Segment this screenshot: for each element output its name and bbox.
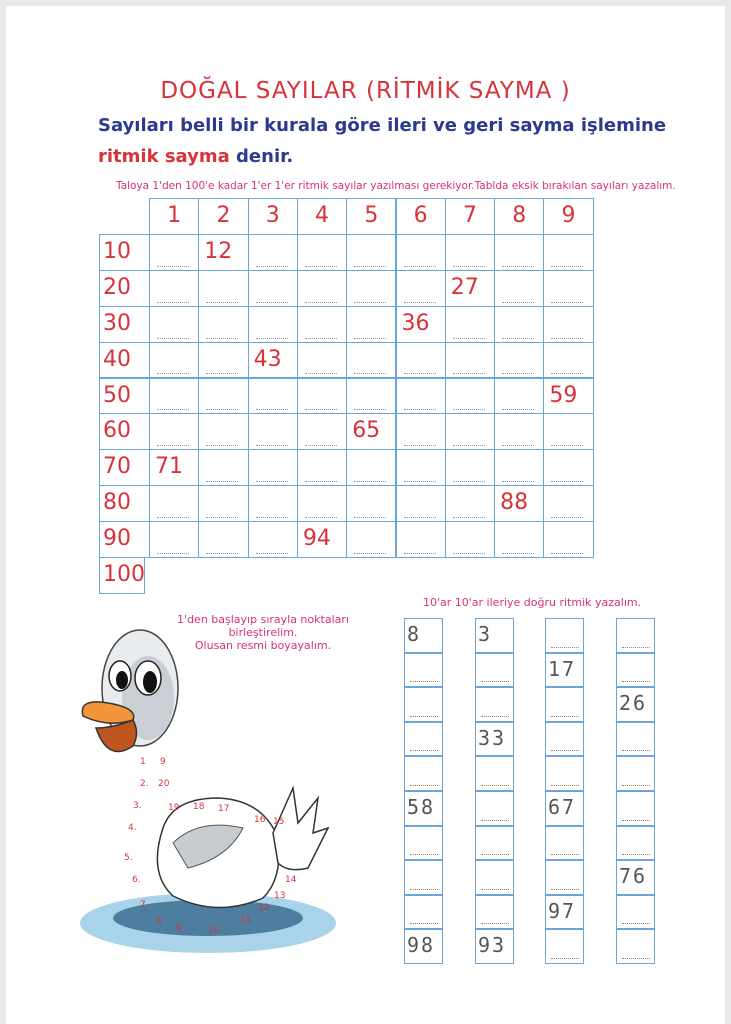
answer-dotted-line <box>502 373 534 374</box>
table-cell-filled: 71 <box>149 449 199 486</box>
answer-dotted-line <box>551 716 579 717</box>
table-cell-blank[interactable] <box>198 413 248 450</box>
answer-dotted-line <box>206 373 238 374</box>
answer-dotted-line <box>354 553 386 554</box>
column-cell-filled: 33 <box>475 722 514 757</box>
answer-dotted-line <box>354 302 386 303</box>
duck-instruction-line-2: Olusan resmi boyayalım. <box>194 639 332 652</box>
definition-end: denir. <box>236 146 294 167</box>
table-cell-filled: 94 <box>297 521 347 558</box>
table-cell-blank[interactable] <box>396 270 446 307</box>
table-cell-blank[interactable] <box>198 485 248 522</box>
table-cell-blank[interactable] <box>297 234 347 271</box>
answer-dotted-line <box>354 373 386 374</box>
definition-line-1: Sayıları belli bir kurala göre ileri ve geri sayma işlemine <box>98 115 667 136</box>
table-cell-blank[interactable] <box>543 306 593 343</box>
dot-1: 1 <box>140 757 146 767</box>
dot-11: 11 <box>240 915 252 925</box>
answer-dotted-line <box>157 553 189 554</box>
answer-dotted-line <box>305 409 337 410</box>
column-cell-blank[interactable] <box>475 653 514 688</box>
answer-dotted-line <box>354 338 386 339</box>
answer-dotted-line <box>354 409 386 410</box>
answer-dotted-line <box>622 681 650 682</box>
answer-dotted-line <box>206 445 238 446</box>
answer-dotted-line <box>551 517 583 518</box>
column-cell-filled: 98 <box>404 929 443 964</box>
duck-tail <box>273 788 328 870</box>
table-cell-blank[interactable] <box>297 485 347 522</box>
answer-dotted-line <box>157 409 189 410</box>
table-cell-blank[interactable] <box>149 413 199 450</box>
answer-dotted-line <box>410 716 438 717</box>
column-cell-blank[interactable] <box>616 722 655 757</box>
column-cell-blank[interactable] <box>616 791 655 826</box>
answer-dotted-line <box>481 681 509 682</box>
table-col-header: 6 <box>396 198 446 235</box>
table-cell-filled: 27 <box>445 270 495 307</box>
table-cell-blank[interactable] <box>149 378 199 415</box>
dot-17: 17 <box>218 804 230 814</box>
answer-dotted-line <box>354 517 386 518</box>
answer-dotted-line <box>256 553 288 554</box>
answer-dotted-line <box>256 266 288 267</box>
table-cell-blank[interactable] <box>543 485 593 522</box>
table-cell-filled: 43 <box>248 342 298 379</box>
answer-dotted-line <box>551 854 579 855</box>
table-cell-blank[interactable] <box>494 306 544 343</box>
table-cell-blank[interactable] <box>346 234 396 271</box>
table-cell-filled: 12 <box>198 234 248 271</box>
answer-dotted-line <box>305 266 337 267</box>
table-cell-blank[interactable] <box>248 413 298 450</box>
answer-dotted-line <box>453 266 485 267</box>
table-cell-blank[interactable] <box>248 449 298 486</box>
answer-dotted-line <box>551 302 583 303</box>
table-col-header: 4 <box>297 198 347 235</box>
answer-dotted-line <box>206 553 238 554</box>
table-cell-blank[interactable] <box>494 342 544 379</box>
answer-dotted-line <box>404 302 436 303</box>
table-row-label: 80 <box>99 485 150 522</box>
column-cell-blank[interactable] <box>475 756 514 791</box>
page-title: DOĞAL SAYILAR (RİTMİK SAYMA ) <box>160 78 571 104</box>
dot-13: 13 <box>274 891 286 901</box>
answer-dotted-line <box>305 302 337 303</box>
table-col-header: 2 <box>198 198 248 235</box>
answer-dotted-line <box>453 481 485 482</box>
table-cell-blank[interactable] <box>346 270 396 307</box>
dot-16: 16 <box>254 815 266 825</box>
answer-dotted-line <box>622 750 650 751</box>
answer-dotted-line <box>551 266 583 267</box>
table-cell-blank[interactable] <box>297 449 347 486</box>
answer-dotted-line <box>551 785 579 786</box>
answer-dotted-line <box>305 338 337 339</box>
column-cell-filled: 8 <box>404 618 443 653</box>
table-row-label: 40 <box>99 342 150 379</box>
answer-dotted-line <box>502 553 534 554</box>
duck-illustration <box>78 628 348 958</box>
answer-dotted-line <box>551 889 579 890</box>
table-cell-blank[interactable] <box>396 342 446 379</box>
column-cell-blank[interactable] <box>616 895 655 930</box>
answer-dotted-line <box>453 409 485 410</box>
answer-dotted-line <box>622 854 650 855</box>
answer-dotted-line <box>481 923 509 924</box>
answer-dotted-line <box>502 481 534 482</box>
answer-dotted-line <box>206 409 238 410</box>
table-instruction: Taloya 1'den 100'e kadar 1'er 1'er ritmik sayılar yazılması gerekiyor.Tablda eksik bırakılan sayıları yazalım. <box>116 180 676 192</box>
answer-dotted-line <box>305 445 337 446</box>
table-cell-blank[interactable] <box>494 234 544 271</box>
table-cell-blank[interactable] <box>149 306 199 343</box>
answer-dotted-line <box>404 445 436 446</box>
column-cell-filled: 97 <box>545 895 584 930</box>
answer-dotted-line <box>410 681 438 682</box>
answer-dotted-line <box>157 338 189 339</box>
answer-dotted-line <box>404 409 436 410</box>
table-cell-blank[interactable] <box>198 449 248 486</box>
table-cell-blank[interactable] <box>494 521 544 558</box>
table-cell-blank[interactable] <box>198 270 248 307</box>
table-cell-blank[interactable] <box>396 485 446 522</box>
table-cell-blank[interactable] <box>198 342 248 379</box>
table-cell-blank[interactable] <box>248 485 298 522</box>
answer-dotted-line <box>354 481 386 482</box>
answer-dotted-line <box>206 302 238 303</box>
table-row-label: 90 <box>99 521 150 558</box>
answer-dotted-line <box>404 481 436 482</box>
dot-15: 15 <box>273 817 285 827</box>
table-col-header: 5 <box>346 198 396 235</box>
table-row-label: 30 <box>99 306 150 343</box>
answer-dotted-line <box>551 750 579 751</box>
column-cell-blank[interactable] <box>616 929 655 964</box>
answer-dotted-line <box>453 373 485 374</box>
dot-5: 5. <box>124 853 133 863</box>
answer-dotted-line <box>481 854 509 855</box>
answer-dotted-line <box>206 338 238 339</box>
answer-dotted-line <box>305 517 337 518</box>
table-cell-blank[interactable] <box>396 413 446 450</box>
table-row-label: 50 <box>99 378 150 415</box>
table-cell-blank[interactable] <box>248 270 298 307</box>
table-cell-blank[interactable] <box>149 270 199 307</box>
column-cell-blank[interactable] <box>404 895 443 930</box>
answer-dotted-line <box>256 338 288 339</box>
table-cell-blank[interactable] <box>543 449 593 486</box>
dot-7: 7 <box>140 900 146 910</box>
dot-12: 12 <box>258 903 270 913</box>
answer-dotted-line <box>157 373 189 374</box>
table-col-header: 7 <box>445 198 495 235</box>
answer-dotted-line <box>622 923 650 924</box>
answer-dotted-line <box>551 445 583 446</box>
table-cell-blank[interactable] <box>396 521 446 558</box>
table-cell-blank[interactable] <box>198 521 248 558</box>
table-col-header: 8 <box>494 198 544 235</box>
dot-14: 14 <box>285 875 297 885</box>
definition-term: ritmik sayma <box>98 146 230 167</box>
table-cell-blank[interactable] <box>346 306 396 343</box>
answer-dotted-line <box>404 517 436 518</box>
table-cell-blank[interactable] <box>494 413 544 450</box>
answer-dotted-line <box>453 445 485 446</box>
column-cell-filled: 67 <box>545 791 584 826</box>
answer-dotted-line <box>481 785 509 786</box>
table-cell-blank[interactable] <box>543 342 593 379</box>
dot-9b: 9 <box>176 924 182 934</box>
answer-dotted-line <box>622 958 650 959</box>
table-cell-blank[interactable] <box>346 342 396 379</box>
table-cell-blank[interactable] <box>396 234 446 271</box>
answer-dotted-line <box>481 820 509 821</box>
answer-dotted-line <box>453 517 485 518</box>
table-cell-blank[interactable] <box>346 378 396 415</box>
table-cell-blank[interactable] <box>297 413 347 450</box>
answer-dotted-line <box>481 716 509 717</box>
table-cell-blank[interactable] <box>494 270 544 307</box>
table-row-label: 60 <box>99 413 150 450</box>
column-cell-blank[interactable] <box>404 756 443 791</box>
answer-dotted-line <box>551 958 579 959</box>
column-cell-blank[interactable] <box>475 687 514 722</box>
table-cell-blank[interactable] <box>346 485 396 522</box>
column-cell-blank[interactable] <box>616 618 655 653</box>
dot-6: 6. <box>132 875 141 885</box>
table-row-label: 70 <box>99 449 150 486</box>
answer-dotted-line <box>256 302 288 303</box>
column-cell-blank[interactable] <box>475 895 514 930</box>
table-cell-blank[interactable] <box>543 521 593 558</box>
answer-dotted-line <box>157 266 189 267</box>
table-cell-blank[interactable] <box>445 521 495 558</box>
table-cell-blank[interactable] <box>248 521 298 558</box>
answer-dotted-line <box>256 517 288 518</box>
duck-beak-bottom <box>96 720 137 752</box>
table-cell-blank[interactable] <box>297 378 347 415</box>
column-cell-blank[interactable] <box>475 791 514 826</box>
table-cell-blank[interactable] <box>396 449 446 486</box>
dot-3: 3. <box>133 801 142 811</box>
table-cell-blank[interactable] <box>445 485 495 522</box>
table-cell-blank[interactable] <box>445 378 495 415</box>
column-cell-filled: 76 <box>616 860 655 895</box>
duck-pupil-left <box>116 671 128 689</box>
table-col-header: 3 <box>248 198 298 235</box>
answer-dotted-line <box>453 338 485 339</box>
answer-dotted-line <box>551 553 583 554</box>
table-cell-blank[interactable] <box>149 234 199 271</box>
answer-dotted-line <box>256 409 288 410</box>
answer-dotted-line <box>502 445 534 446</box>
table-cell-blank[interactable] <box>297 306 347 343</box>
column-cell-blank[interactable] <box>545 618 584 653</box>
answer-dotted-line <box>206 481 238 482</box>
table-cell-blank[interactable] <box>198 306 248 343</box>
definition-line-2 <box>98 146 293 167</box>
answer-dotted-line <box>354 266 386 267</box>
table-cell-blank[interactable] <box>248 234 298 271</box>
answer-dotted-line <box>410 889 438 890</box>
table-cell-blank[interactable] <box>149 521 199 558</box>
table-cell-blank[interactable] <box>543 270 593 307</box>
column-cell-filled: 93 <box>475 929 514 964</box>
column-cell-blank[interactable] <box>545 722 584 757</box>
table-cell-filled: 65 <box>346 413 396 450</box>
column-cell-blank[interactable] <box>545 756 584 791</box>
answer-dotted-line <box>256 445 288 446</box>
answer-dotted-line <box>410 785 438 786</box>
answer-dotted-line <box>622 647 650 648</box>
answer-dotted-line <box>502 409 534 410</box>
table-cell-blank[interactable] <box>445 306 495 343</box>
column-cell-blank[interactable] <box>475 826 514 861</box>
answer-dotted-line <box>551 373 583 374</box>
column-cell-blank[interactable] <box>404 653 443 688</box>
column-cell-blank[interactable] <box>475 860 514 895</box>
table-cell-blank[interactable] <box>445 449 495 486</box>
table-cell-blank[interactable] <box>494 378 544 415</box>
table-cell-blank[interactable] <box>494 449 544 486</box>
table-cell-blank[interactable] <box>543 413 593 450</box>
table-cell-blank[interactable] <box>396 378 446 415</box>
answer-dotted-line <box>453 553 485 554</box>
duck-pupil-right <box>143 671 157 693</box>
column-cell-blank[interactable] <box>616 826 655 861</box>
column-cell-blank[interactable] <box>404 826 443 861</box>
answer-dotted-line <box>157 302 189 303</box>
answer-dotted-line <box>502 302 534 303</box>
table-cell-blank[interactable] <box>445 413 495 450</box>
column-cell-blank[interactable] <box>545 687 584 722</box>
table-cell-blank[interactable] <box>543 234 593 271</box>
column-cell-blank[interactable] <box>545 929 584 964</box>
table-cell-blank[interactable] <box>346 521 396 558</box>
table-cell-blank[interactable] <box>149 485 199 522</box>
answer-dotted-line <box>206 517 238 518</box>
column-cell-blank[interactable] <box>404 860 443 895</box>
column-cell-filled: 26 <box>616 687 655 722</box>
column-cell-blank[interactable] <box>616 653 655 688</box>
table-row-label: 20 <box>99 270 150 307</box>
table-cell-blank[interactable] <box>346 449 396 486</box>
table-cell-blank[interactable] <box>149 342 199 379</box>
table-cell-filled: 36 <box>396 306 446 343</box>
dot-9: 9 <box>160 757 166 767</box>
column-cell-blank[interactable] <box>404 687 443 722</box>
answer-dotted-line <box>157 517 189 518</box>
table-cell-blank[interactable] <box>198 378 248 415</box>
columns-instruction: 10'ar 10'ar ileriye doğru ritmik yazalım. <box>423 596 642 609</box>
answer-dotted-line <box>305 373 337 374</box>
answer-dotted-line <box>551 338 583 339</box>
table-cell-blank[interactable] <box>248 378 298 415</box>
column-cell-blank[interactable] <box>616 756 655 791</box>
answer-dotted-line <box>404 266 436 267</box>
column-cell-blank[interactable] <box>545 860 584 895</box>
answer-dotted-line <box>410 750 438 751</box>
table-col-header: 9 <box>543 198 593 235</box>
answer-dotted-line <box>157 445 189 446</box>
dot-8: 8 <box>156 917 162 927</box>
column-cell-filled: 3 <box>475 618 514 653</box>
dot-18: 18 <box>193 802 205 812</box>
table-cell-blank[interactable] <box>297 270 347 307</box>
answer-dotted-line <box>481 889 509 890</box>
table-cell-blank[interactable] <box>297 342 347 379</box>
dot-10: 10 <box>208 926 220 936</box>
dot-19: 19 <box>168 803 180 813</box>
answer-dotted-line <box>305 481 337 482</box>
answer-dotted-line <box>622 820 650 821</box>
table-cell-filled: 88 <box>494 485 544 522</box>
table-cell-blank[interactable] <box>445 234 495 271</box>
column-cell-blank[interactable] <box>404 722 443 757</box>
answer-dotted-line <box>410 923 438 924</box>
column-cell-filled: 58 <box>404 791 443 826</box>
duck-instruction-line-1: 1'den başlayıp sırayla noktaları birleştirelim. <box>177 613 349 639</box>
answer-dotted-line <box>622 785 650 786</box>
table-cell-filled: 59 <box>543 378 593 415</box>
answer-dotted-line <box>502 338 534 339</box>
dot-4: 4. <box>128 823 137 833</box>
table-cell-blank[interactable] <box>248 306 298 343</box>
answer-dotted-line <box>502 266 534 267</box>
table-last-label: 100 <box>99 557 145 594</box>
dot-2: 2. <box>140 779 149 789</box>
table-col-header: 1 <box>149 198 199 235</box>
answer-dotted-line <box>404 373 436 374</box>
column-cell-filled: 17 <box>545 653 584 688</box>
table-row-label: 10 <box>99 234 150 271</box>
answer-dotted-line <box>404 553 436 554</box>
answer-dotted-line <box>551 647 579 648</box>
column-cell-blank[interactable] <box>545 826 584 861</box>
answer-dotted-line <box>551 481 583 482</box>
dot-20: 20 <box>158 779 170 789</box>
table-cell-blank[interactable] <box>445 342 495 379</box>
answer-dotted-line <box>256 481 288 482</box>
answer-dotted-line <box>410 854 438 855</box>
